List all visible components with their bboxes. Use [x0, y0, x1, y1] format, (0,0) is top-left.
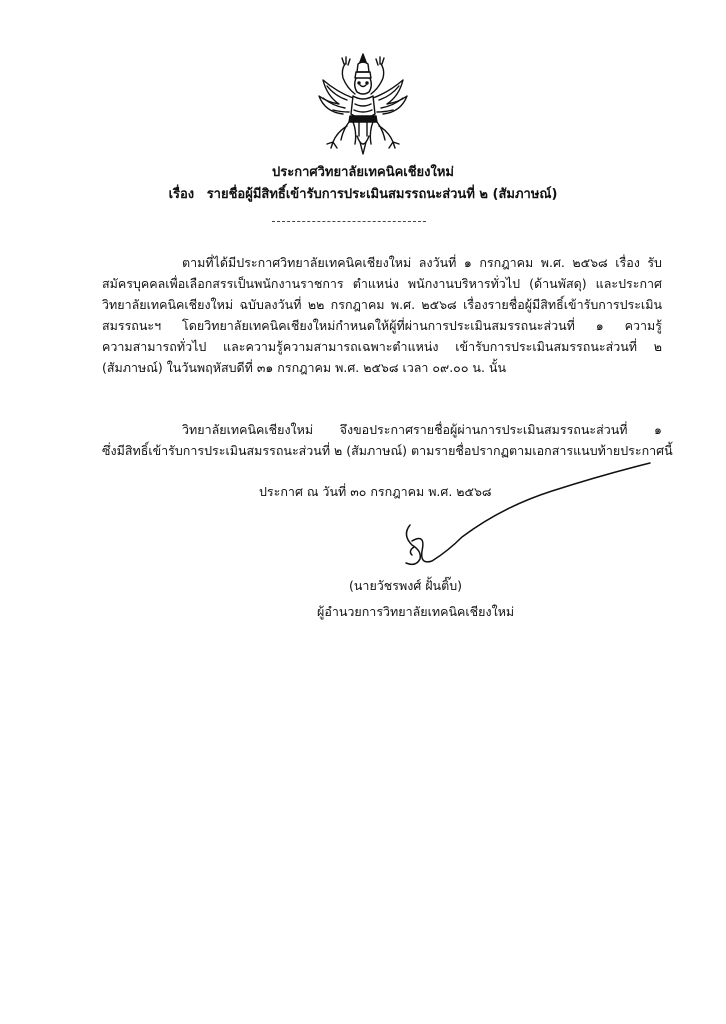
- paragraph-line: สมัครบุคคลเพื่อเลือกสรรเป็นพนักงานราชการ ตำแหน่ง พนักงานบริหารทั่วไป (ด้านพัสดุ) และประกาศ: [102, 276, 662, 291]
- paragraph-line: วิทยาลัยเทคนิคเชียงใหม่ จึงขอประกาศรายชื่อผู้ผ่านการประเมินสมรรถนะส่วนที่ ๑: [182, 422, 662, 437]
- paragraph-line: สมรรถนะฯ โดยวิทยาลัยเทคนิคเชียงใหม่กำหนดให้ผู้ที่ผ่านการประเมินสมรรถนะส่วนที่ ๑ ความรู้: [102, 318, 662, 333]
- signer-position: ผู้อำนวยการวิทยาลัยเทคนิคเชียงใหม่: [317, 604, 515, 619]
- body-paragraph-1: [102, 252, 662, 378]
- announcement-date: ประกาศ ณ วันที่ ๓๐ กรกฎาคม พ.ศ. ๒๕๖๘: [259, 484, 492, 499]
- garuda-emblem-icon: [313, 52, 413, 156]
- signature-icon: [392, 455, 672, 585]
- announcement-subject: [0, 186, 726, 204]
- paragraph-line: ความสามารถทั่วไป และความรู้ความสามารถเฉพาะตำแหน่ง เข้ารับการประเมินสมรรถนะส่วนที่ ๒: [102, 339, 662, 354]
- title-divider: [272, 221, 426, 222]
- subject-text: รายชื่อผู้มีสิทธิ์เข้ารับการประเมินสมรรถนะส่วนที่ ๒ (สัมภาษณ์): [206, 187, 558, 202]
- announcement-title: ประกาศวิทยาลัยเทคนิคเชียงใหม่: [271, 165, 455, 180]
- signer-name: (นายวัชรพงศ์ ฝั้นติ๊บ): [349, 578, 463, 593]
- paragraph-line: วิทยาลัยเทคนิคเชียงใหม่ ฉบับลงวันที่ ๒๒ กรกฎาคม พ.ศ. ๒๕๖๘ เรื่องรายชื่อผู้มีสิทธิ์เข้ารับการประเมิน: [102, 297, 662, 312]
- subject-label: เรื่อง: [168, 187, 195, 202]
- paragraph-line: (สัมภาษณ์) ในวันพฤหัสบดีที่ ๓๑ กรกฎาคม พ.ศ. ๒๕๖๘ เวลา ๐๙.๐๐ น. นั้น: [102, 360, 506, 375]
- paragraph-line: ซึ่งมีสิทธิ์เข้ารับการประเมินสมรรถนะส่วนที่ ๒ (สัมภาษณ์) ตามรายชื่อปรากฏตามเอกสารแนบท้ายประกาศนี้: [102, 443, 673, 458]
- paragraph-line: ตามที่ได้มีประกาศวิทยาลัยเทคนิคเชียงใหม่ ลงวันที่ ๑ กรกฎาคม พ.ศ. ๒๕๖๘ เรื่อง รับ: [182, 255, 662, 270]
